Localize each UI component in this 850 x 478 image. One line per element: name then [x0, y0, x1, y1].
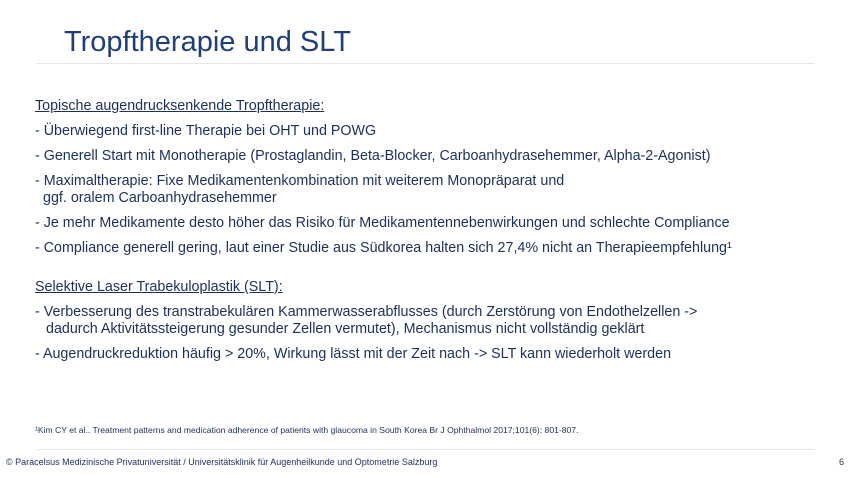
section-spacer — [35, 264, 835, 278]
bullet-compliance — [35, 239, 835, 258]
bullet-text: - Je mehr Medikamente desto höher das Risiko für Medikamentennebenwirkungen und schlechte Compliance — [35, 215, 730, 231]
bullet-text: - Compliance generell gering, laut einer Studie aus Südkorea halten sich 27,4% nicht an Therapieempfehlung¹ — [35, 240, 732, 256]
bullet-first-line — [35, 122, 835, 141]
bullet-text: - Überwiegend first-line Therapie bei OHT und POWG — [35, 123, 377, 139]
bullet-text: - Maximaltherapie: Fixe Medikamentenkombination mit weiterem Monopräparat und — [35, 173, 565, 189]
section-heading-drop-therapy: Topische augendrucksenkende Tropftherapie: — [35, 98, 325, 114]
slide-title: Tropftherapie und SLT — [64, 26, 351, 58]
footnote-reference: ¹Kim CY et al.. Treatment patterns and medication adherence of patients with glaucoma in South Korea Br J Ophthalmol 2017;101(6): 801-807. — [35, 425, 579, 435]
bullet-text: - Verbesserung des transtrabekulären Kammerwasserabflusses (durch Zerstörung von Endothelzellen -> — [35, 304, 698, 320]
bullet-monotherapy — [35, 147, 835, 166]
bullet-pressure-reduction — [35, 345, 835, 364]
section-heading-slt: Selektive Laser Trabekuloplastik (SLT): — [35, 279, 283, 295]
bullet-medication-risk — [35, 214, 835, 233]
footer-copyright: © Paracelsus Medizinische Privatuniversität / Universitätsklinik für Augenheilkunde und Optometrie Salzburg — [6, 457, 438, 467]
footer-divider — [36, 449, 814, 450]
title-divider — [36, 63, 814, 64]
page-number: 6 — [838, 457, 844, 467]
slide-content — [35, 97, 835, 370]
bullet-text: - Augendruckreduktion häufig > 20%, Wirkung lässt mit der Zeit nach -> SLT kann wiederholt werden — [35, 346, 672, 362]
bullet-text: - Generell Start mit Monotherapie (Prostaglandin, Beta-Blocker, Carboanhydrasehemmer, Alpha-2-Agonist) — [35, 148, 711, 164]
bullet-continuation: ggf. oralem Carboanhydrasehemmer — [43, 190, 277, 206]
bullet-continuation: dadurch Aktivitätssteigerung gesunder Zellen vermutet), Mechanismus nicht vollständig geklärt — [46, 321, 645, 337]
bullet-maximal-therapy — [35, 172, 835, 208]
bullet-outflow-improvement — [35, 303, 835, 339]
